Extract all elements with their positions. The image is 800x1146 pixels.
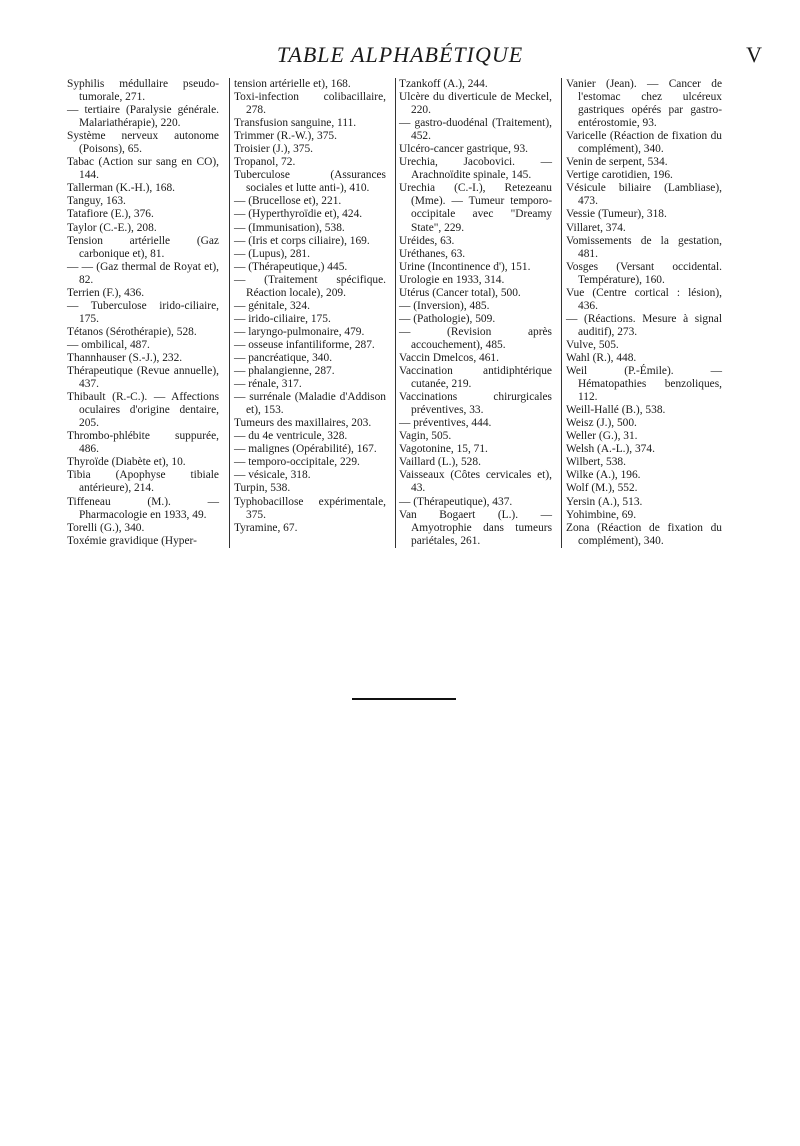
end-rule bbox=[352, 698, 456, 700]
index-entry: — préventives, 444. bbox=[399, 417, 492, 430]
index-entry: — (Iris et corps ciliaire), 169. bbox=[234, 234, 370, 247]
index-entry: Vaisseaux (Côtes cervicales et), 43. bbox=[399, 469, 552, 495]
index-entry: Tyramine, 67. bbox=[234, 521, 298, 534]
index-entry: Wilke (A.), 196. bbox=[566, 469, 641, 482]
page-header bbox=[0, 40, 800, 74]
index-entry: — phalangienne, 287. bbox=[234, 365, 335, 378]
index-entry: tension artérielle et), 168. bbox=[234, 78, 351, 90]
index-entry: Troisier (J.), 375. bbox=[234, 143, 313, 156]
index-entry: Trimmer (R.-W.), 375. bbox=[234, 130, 337, 143]
index-entry: Vésicule biliaire (Lambliase), 473. bbox=[566, 182, 722, 208]
index-entry: — gastro-duodénal (Traitement), 452. bbox=[399, 117, 552, 143]
index-entry: Wolf (M.), 552. bbox=[566, 482, 638, 495]
index-entry: Weisz (J.), 500. bbox=[566, 417, 637, 430]
index-entry: Yohimbine, 69. bbox=[566, 508, 637, 521]
index-entry: Vagin, 505. bbox=[399, 430, 452, 443]
index-entry: Vessie (Tumeur), 318. bbox=[566, 208, 667, 221]
index-entry: — temporo-occipitale, 229. bbox=[234, 456, 360, 469]
index-entry: Wilbert, 538. bbox=[566, 456, 626, 469]
index-entry: Transfusion sanguine, 111. bbox=[234, 117, 357, 130]
index-entry: Zona (Réaction de fixation du complément), 340. bbox=[566, 521, 722, 547]
index-entry: Vosges (Versant occidental. Température), 160. bbox=[566, 260, 722, 286]
index-entry: — (Immunisation), 538. bbox=[234, 221, 345, 234]
index-entry: Toxi-infection colibacillaire, 278. bbox=[234, 91, 386, 117]
index-entry: Vagotonine, 15, 71. bbox=[399, 443, 488, 456]
index-entry: Thannhauser (S.-J.), 232. bbox=[67, 351, 183, 364]
index-entry: Tabac (Action sur sang en CO), 144. bbox=[67, 156, 219, 182]
index-entry: — laryngo-pulmonaire, 479. bbox=[234, 325, 365, 338]
index-entry: — (Brucellose et), 221. bbox=[234, 195, 342, 208]
index-entry: — (Thérapeutique), 437. bbox=[399, 495, 513, 508]
column-rule bbox=[395, 78, 396, 548]
index-entry: Vertige carotidien, 196. bbox=[566, 169, 673, 182]
index-entry: Tallerman (K.-H.), 168. bbox=[67, 182, 176, 195]
page-number: V bbox=[746, 42, 762, 67]
index-column-2 bbox=[234, 78, 386, 535]
index-entry: Tanguy, 163. bbox=[67, 195, 126, 208]
index-entry: Vaccin Dmelcos, 461. bbox=[399, 351, 499, 364]
index-entry: Thérapeutique (Revue annuelle), 437. bbox=[67, 365, 219, 391]
index-entry: Yersin (A.), 513. bbox=[566, 495, 643, 508]
index-entry: — génitale, 324. bbox=[234, 299, 310, 312]
index-entry: Tiffeneau (M.). — Pharmacologie en 1933, 49. bbox=[67, 495, 219, 521]
index-entry: Ulcère du diverticule de Meckel, 220. bbox=[399, 91, 552, 117]
index-entry: Taylor (C.-E.), 208. bbox=[67, 221, 157, 234]
index-entry: Welsh (A.-L.), 374. bbox=[566, 443, 655, 456]
index-entry: — (Lupus), 281. bbox=[234, 247, 310, 260]
index-column-3 bbox=[399, 78, 552, 548]
index-entry: Torelli (G.), 340. bbox=[67, 521, 145, 534]
index-entry: Uréthanes, 63. bbox=[399, 247, 466, 260]
index-entry: — (Réactions. Mesure à signal auditif), 273. bbox=[566, 312, 722, 338]
index-entry: Tibia (Apophyse tibiale antérieure), 214. bbox=[67, 469, 219, 495]
index-entry: Weller (G.), 31. bbox=[566, 430, 638, 443]
index-entry: — Tuberculose irido-ciliaire, 175. bbox=[67, 299, 219, 325]
index-column-1 bbox=[67, 78, 219, 548]
index-entry: Uréides, 63. bbox=[399, 234, 455, 247]
index-entry: Vomissements de la gestation, 481. bbox=[566, 234, 722, 260]
index-entry: Thyroïde (Diabète et), 10. bbox=[67, 456, 186, 469]
index-entry: Tétanos (Sérothérapie), 528. bbox=[67, 325, 197, 338]
index-entry: — tertiaire (Paralysie générale. Malariathérapie), 220. bbox=[67, 104, 219, 130]
index-entry: — irido-ciliaire, 175. bbox=[234, 312, 331, 325]
index-entry: Système nerveux autonome (Poisons), 65. bbox=[67, 130, 219, 156]
index-entry: — vésicale, 318. bbox=[234, 469, 311, 482]
index-entry: — (Hyperthyroïdie et), 424. bbox=[234, 208, 363, 221]
index-entry: — pancréatique, 340. bbox=[234, 351, 333, 364]
index-entry: Urologie en 1933, 314. bbox=[399, 273, 505, 286]
index-entry: — surrénale (Maladie d'Addison et), 153. bbox=[234, 391, 386, 417]
index-entry: Tzankoff (A.), 244. bbox=[399, 78, 488, 90]
index-entry: Van Bogaert (L.). — Amyotrophie dans tumeurs pariétales, 261. bbox=[399, 508, 552, 547]
index-entry: Syphilis médullaire pseudo-tumorale, 271. bbox=[67, 78, 219, 104]
index-entry: Tropanol, 72. bbox=[234, 156, 296, 169]
index-entry: Urine (Incontinence d'), 151. bbox=[399, 260, 531, 273]
index-entry: Vanier (Jean). — Cancer de l'estomac chez ulcéreux gastriques opérés par gastro-entérostomie, 93. bbox=[566, 78, 722, 130]
index-entry: — (Traitement spécifique. Réaction locale), 209. bbox=[234, 273, 386, 299]
index-entry: — rénale, 317. bbox=[234, 378, 302, 391]
index-entry: — — (Gaz thermal de Royat et), 82. bbox=[67, 260, 219, 286]
index-entry: — ombilical, 487. bbox=[67, 338, 150, 351]
index-entry: Urechia (C.-I.), Retezeanu (Mme). — Tumeur temporo-occipitale avec "Dreamy State", 229. bbox=[399, 182, 552, 234]
index-entry: Tatafiore (E.), 376. bbox=[67, 208, 154, 221]
index-entry: Villaret, 374. bbox=[566, 221, 626, 234]
index-entry: Urechia, Jacobovici. — Arachnoïdite spinale, 145. bbox=[399, 156, 552, 182]
index-entry: Vue (Centre cortical : lésion), 436. bbox=[566, 286, 722, 312]
column-rule bbox=[561, 78, 562, 548]
index-entry: Vaccination antidiphtérique cutanée, 219. bbox=[399, 365, 552, 391]
index-entry: Weill-Hallé (B.), 538. bbox=[566, 404, 666, 417]
index-entry: Tension artérielle (Gaz carbonique et), 81. bbox=[67, 234, 219, 260]
index-entry: Turpin, 538. bbox=[234, 482, 291, 495]
page-title: TABLE ALPHABÉTIQUE bbox=[276, 42, 524, 67]
index-entry: Ulcéro-cancer gastrique, 93. bbox=[399, 143, 529, 156]
index-entry: Venin de serpent, 534. bbox=[566, 156, 668, 169]
index-entry: Thibault (R.-C.). — Affections oculaires d'origine dentaire, 205. bbox=[67, 391, 219, 430]
index-entry: Toxémie gravidique (Hyper- bbox=[67, 534, 197, 547]
index-entry: — malignes (Opérabilité), 167. bbox=[234, 443, 377, 456]
index-entry: Tuberculose (Assurances sociales et lutte anti-), 410. bbox=[234, 169, 386, 195]
index-entry: — (Thérapeutique,) 445. bbox=[234, 260, 348, 273]
index-entry: — (Pathologie), 509. bbox=[399, 312, 496, 325]
index-entry: Vaillard (L.), 528. bbox=[399, 456, 481, 469]
index-entry: Varicelle (Réaction de fixation du complément), 340. bbox=[566, 130, 722, 156]
index-entry: — (Inversion), 485. bbox=[399, 299, 490, 312]
index-entry: Wahl (R.), 448. bbox=[566, 351, 637, 364]
index-entry: Tumeurs des maxillaires, 203. bbox=[234, 417, 372, 430]
index-entry: Utérus (Cancer total), 500. bbox=[399, 286, 521, 299]
index-entry: — osseuse infantiliforme, 287. bbox=[234, 338, 375, 351]
column-rule bbox=[229, 78, 230, 548]
index-entry: Vaccinations chirurgicales préventives, 33. bbox=[399, 391, 552, 417]
index-column-4 bbox=[566, 78, 722, 548]
index-entry: Weil (P.-Émile). — Hématopathies benzoliques, 112. bbox=[566, 365, 722, 404]
index-entry: — du 4e ventricule, 328. bbox=[234, 430, 348, 443]
index-entry: Terrien (F.), 436. bbox=[67, 286, 145, 299]
index-entry: Thrombo-phlébite suppurée, 486. bbox=[67, 430, 219, 456]
index-entry: Typhobacillose expérimentale, 375. bbox=[234, 495, 386, 521]
index-entry: — (Revision après accouchement), 485. bbox=[399, 325, 552, 351]
index-entry: Vulve, 505. bbox=[566, 338, 619, 351]
